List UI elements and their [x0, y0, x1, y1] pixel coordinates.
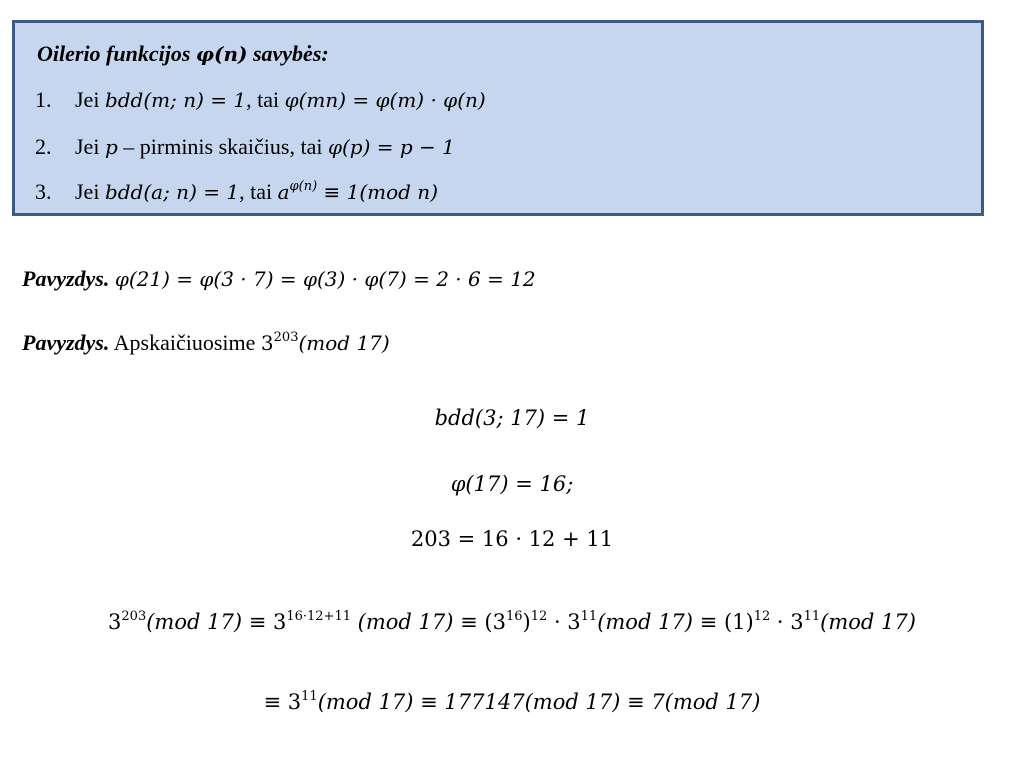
property-number: 3.	[35, 179, 52, 204]
example-formula: $3^{203}(mod$ 17)	[260, 330, 390, 355]
example-label: Pavyzdys.	[22, 330, 110, 355]
example-text: Apskaičiuosime	[113, 330, 256, 355]
property-number: 1.	[35, 87, 52, 112]
property-formula: $a^{\varphi(n)} \equiv 1(mod$ n)	[277, 179, 438, 204]
congruence-chain-2: ≡ $3^{11}(mod$ 17) ≡ 177147(mod 17) ≡ 7(mod 17)	[263, 689, 761, 714]
property-formula: φ(p) = p − 1	[327, 135, 455, 159]
property-mid: – pirminis skaičius, tai	[117, 134, 323, 159]
property-mid: , tai	[246, 87, 280, 112]
property-condition: bdd(m; n) = 1	[104, 88, 247, 112]
congruence-chain-1: $3^{203}(mod$ $17) \equiv 3^{16\cdot 12+11}$ (mod $17) \equiv (3^{16})^{12} \cdot 3^{11}(mod$ $17) \equiv (1)^{12} \cdot 3^{11}(mod$ 17)	[108, 609, 916, 634]
property-lead: Jei	[75, 134, 100, 159]
gcd-step: bdd(3; 17) = 1	[434, 406, 590, 430]
property-formula: φ(mn) = φ(m) · φ(n)	[284, 88, 486, 112]
property-var: p	[104, 135, 118, 159]
properties-box	[12, 20, 984, 216]
property-mid: , tai	[239, 179, 273, 204]
property-2	[35, 134, 455, 160]
example-2	[22, 330, 390, 356]
property-lead: Jei	[75, 87, 100, 112]
property-lead: Jei	[75, 179, 100, 204]
property-condition: bdd(a; n) = 1	[104, 180, 240, 204]
example-label: Pavyzdys.	[22, 266, 110, 291]
division-step: 203 = 16 · 12 + 11	[410, 527, 614, 551]
title-prefix: Oilerio funkcijos	[37, 41, 191, 66]
property-1	[35, 87, 486, 113]
property-number: 2.	[35, 134, 52, 159]
property-3	[35, 179, 438, 205]
example-1	[22, 266, 536, 292]
phi-step: φ(17) = 16;	[450, 472, 574, 496]
example-formula: φ(21) = φ(3 · 7) = φ(3) · φ(7) = 2 · 6 = 12	[114, 267, 536, 291]
box-title	[37, 41, 329, 67]
title-suffix: savybės:	[252, 41, 329, 66]
title-math: φ(n)	[195, 42, 248, 66]
